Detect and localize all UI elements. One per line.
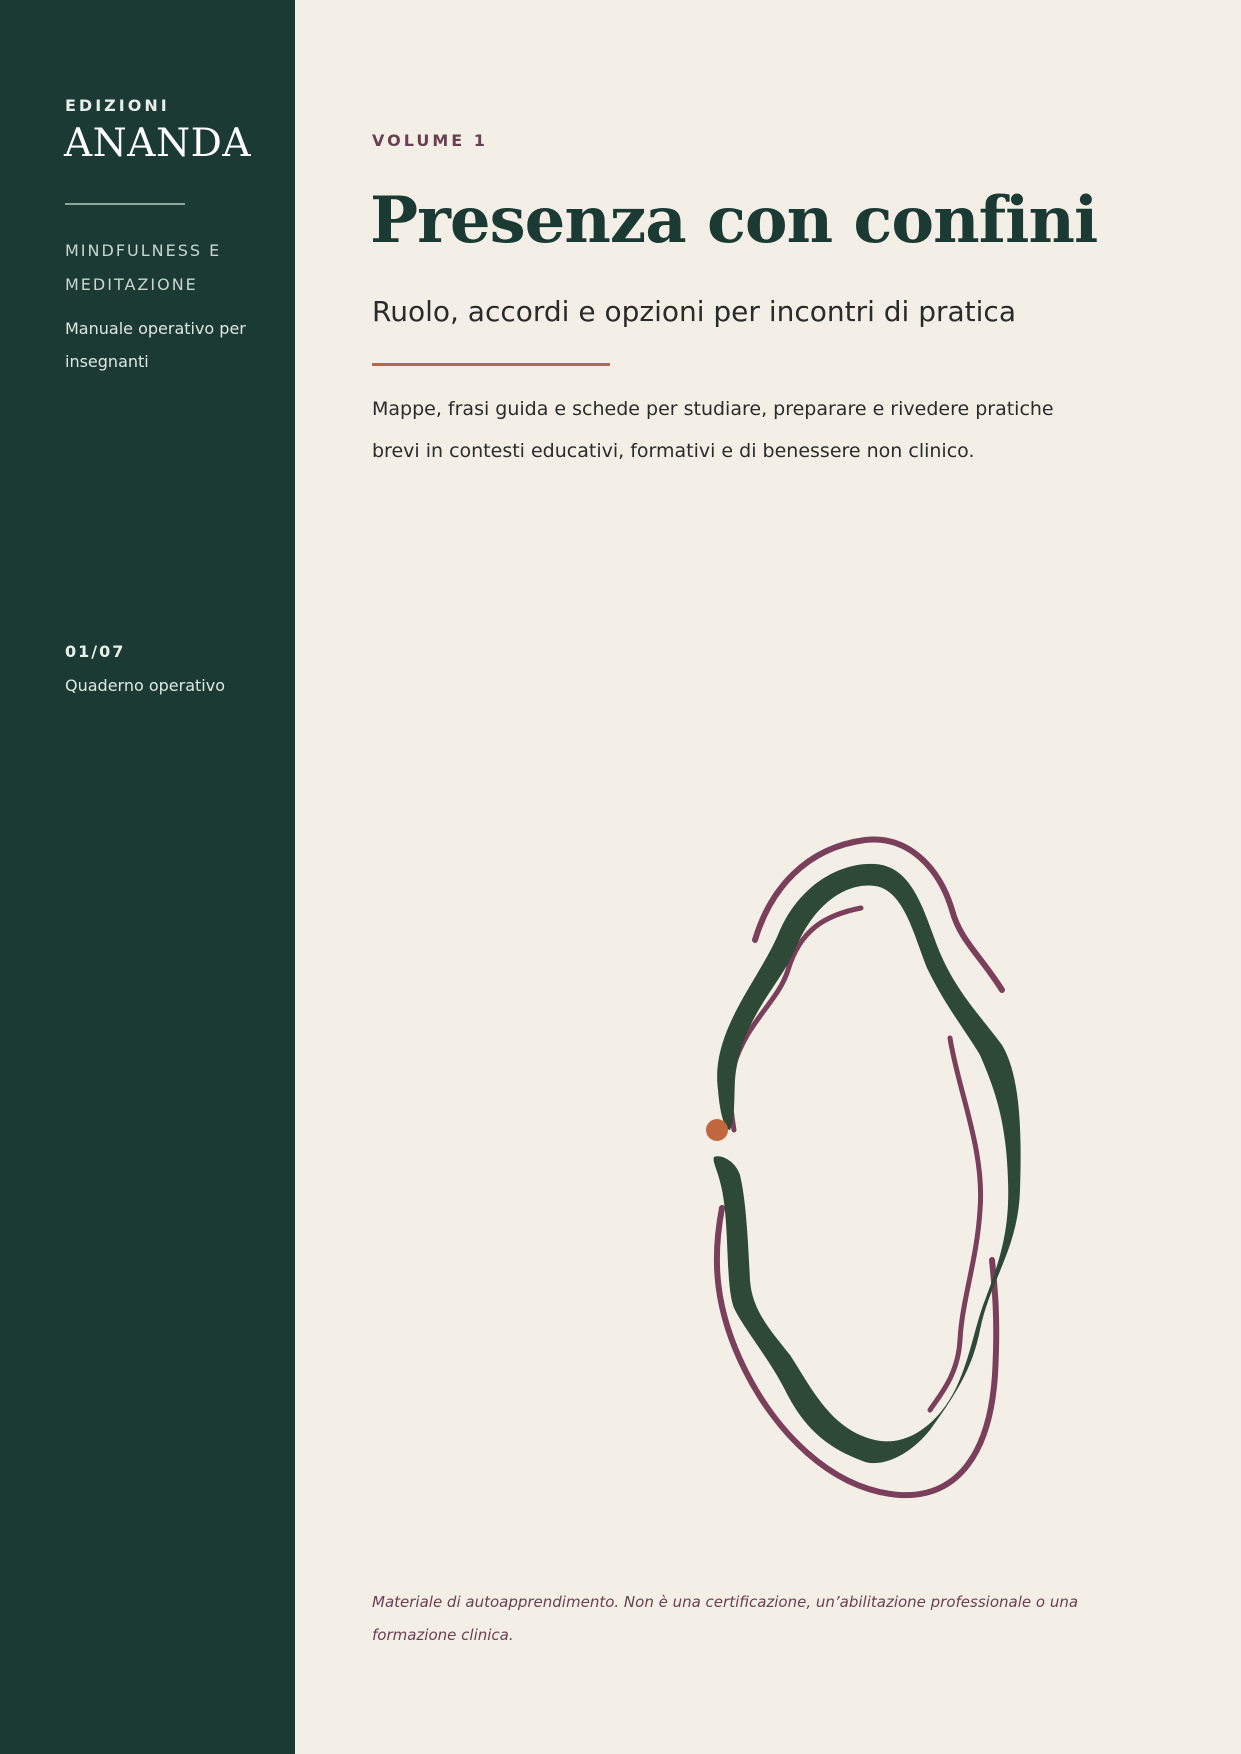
page-subtitle: Ruolo, accordi e opzioni per incontri di pratica xyxy=(372,295,1016,328)
disclaimer-note: Materiale di autoapprendimento. Non è una certificazione, un’abilitazione professionale o una formazione clinica. xyxy=(372,1593,1079,1644)
sidebar-divider xyxy=(65,203,185,205)
series-label: Quaderno operativo xyxy=(65,676,225,695)
accent-dot xyxy=(706,1119,728,1141)
volume-counter: 01/07 xyxy=(65,642,126,661)
sidebar xyxy=(0,0,295,1754)
manual-description: Manuale operativo per insegnanti xyxy=(65,319,246,371)
publisher-name: ANANDA xyxy=(64,121,252,166)
intro-description: Mappe, frasi guida e schede per studiare, preparare e rivedere pratiche brevi in contesti educativi, formativi e di benessere non clinico. xyxy=(372,398,1054,462)
volume-label: VOLUME 1 xyxy=(372,131,488,150)
category-label: MINDFULNESS E MEDITAZIONE xyxy=(65,241,222,294)
accent-divider xyxy=(372,363,610,366)
page-title: Presenza con confini xyxy=(370,183,1098,258)
publisher-label: EDIZIONI xyxy=(65,96,170,115)
decorative-loop-illustration xyxy=(690,830,1040,1500)
